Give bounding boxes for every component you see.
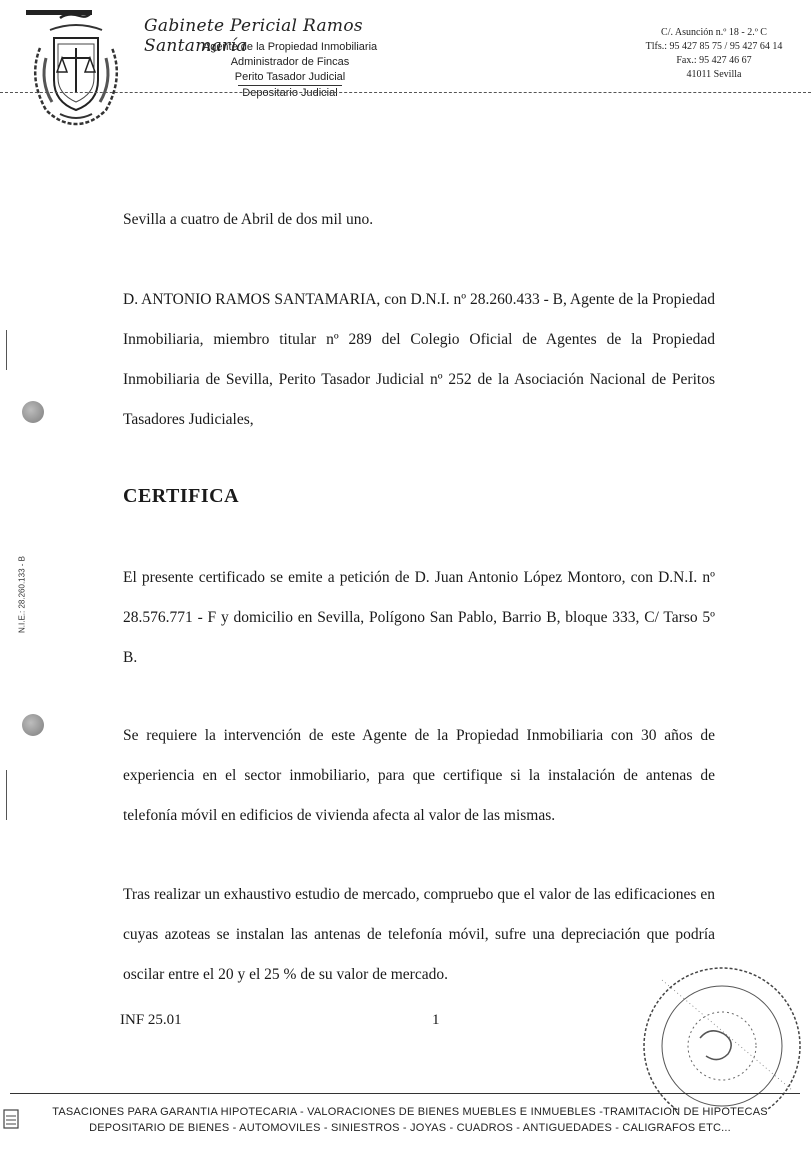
margin-mark bbox=[6, 330, 7, 370]
footer-divider bbox=[10, 1093, 800, 1094]
address-line: 41011 Sevilla bbox=[686, 69, 742, 80]
header-divider bbox=[0, 92, 811, 93]
address-line: Fax.: 95 427 46 67 bbox=[676, 55, 752, 66]
margin-mark bbox=[6, 770, 7, 820]
address-line: C/. Asunción n.º 18 - 2.º C bbox=[661, 27, 767, 38]
document-reference: INF 25.01 bbox=[120, 1012, 182, 1028]
services-line: TASACIONES PARA GARANTIA HIPOTECARIA - VALORACIONES DE BIENES MUEBLES E INMUEBLES -TRAMITACION DE HIPOTECAS bbox=[52, 1106, 768, 1118]
side-registration-mark: N.I.E.: 28.260.133 - B bbox=[17, 556, 27, 633]
paragraph-conclusion: Tras realizar un exhaustivo estudio de mercado, compruebo que el valor de las edificaciones en cuyas azoteas se instalan las antenas de telefonía móvil, sufre una depreciación que podría oscilar entre el 20 y el 25 % de su valor de mercado. bbox=[123, 886, 715, 983]
paragraph-request: El presente certificado se emite a petición de D. Juan Antonio López Montoro, con D.N.I. nº 28.576.771 - F y domicilio en Sevilla, Polígono San Pablo, Barrio B, bloque 333, C/ Tarso 5º B. bbox=[123, 569, 715, 666]
date-line: Sevilla a cuatro de Abril de dos mil uno. bbox=[123, 211, 374, 228]
coat-of-arms-logo bbox=[20, 8, 132, 130]
firm-address bbox=[628, 26, 800, 82]
official-stamp bbox=[622, 960, 804, 1110]
services-footer bbox=[40, 1104, 780, 1136]
page-number: 1 bbox=[432, 1012, 440, 1028]
firm-name: Gabinete Pericial Ramos Santamaría bbox=[144, 16, 363, 56]
punch-hole bbox=[22, 714, 44, 736]
punch-hole bbox=[22, 401, 44, 423]
role-line: Perito Tasador Judicial bbox=[234, 71, 346, 83]
intro-paragraph: D. ANTONIO RAMOS SANTAMARIA, con D.N.I. nº 28.260.433 - B, Agente de la Propiedad Inmobiliaria, miembro titular nº 289 del Colegio Oficial de Agentes de la Propiedad Inmobiliaria de Sevilla, Perito Tasador Judicial nº 252 de la Asociación Nacional de Peritos Tasadores Judiciales, bbox=[123, 291, 715, 428]
paragraph-intervention: Se requiere la intervención de este Agente de la Propiedad Inmobiliaria con 30 años de experiencia en el sector inmobiliario, para que certifique si la instalación de antenas de telefonía móvil en edificios de vivienda afecta al valor de las mismas. bbox=[123, 727, 715, 824]
services-line: DEPOSITARIO DE BIENES - AUTOMOVILES - SINIESTROS - JOYAS - CUADROS - ANTIGUEDADES - CALIGRAFOS ETC... bbox=[89, 1122, 731, 1134]
certifica-heading: CERTIFICA bbox=[123, 485, 240, 507]
role-line: Depositario Judicial bbox=[238, 85, 341, 101]
address-line: Tlfs.: 95 427 85 75 / 95 427 64 14 bbox=[645, 41, 783, 52]
role-line: Administrador de Fincas bbox=[230, 56, 350, 68]
footer-emblem-icon bbox=[2, 1108, 20, 1130]
role-line: Agente de la Propiedad Inmobiliaria bbox=[202, 41, 378, 53]
